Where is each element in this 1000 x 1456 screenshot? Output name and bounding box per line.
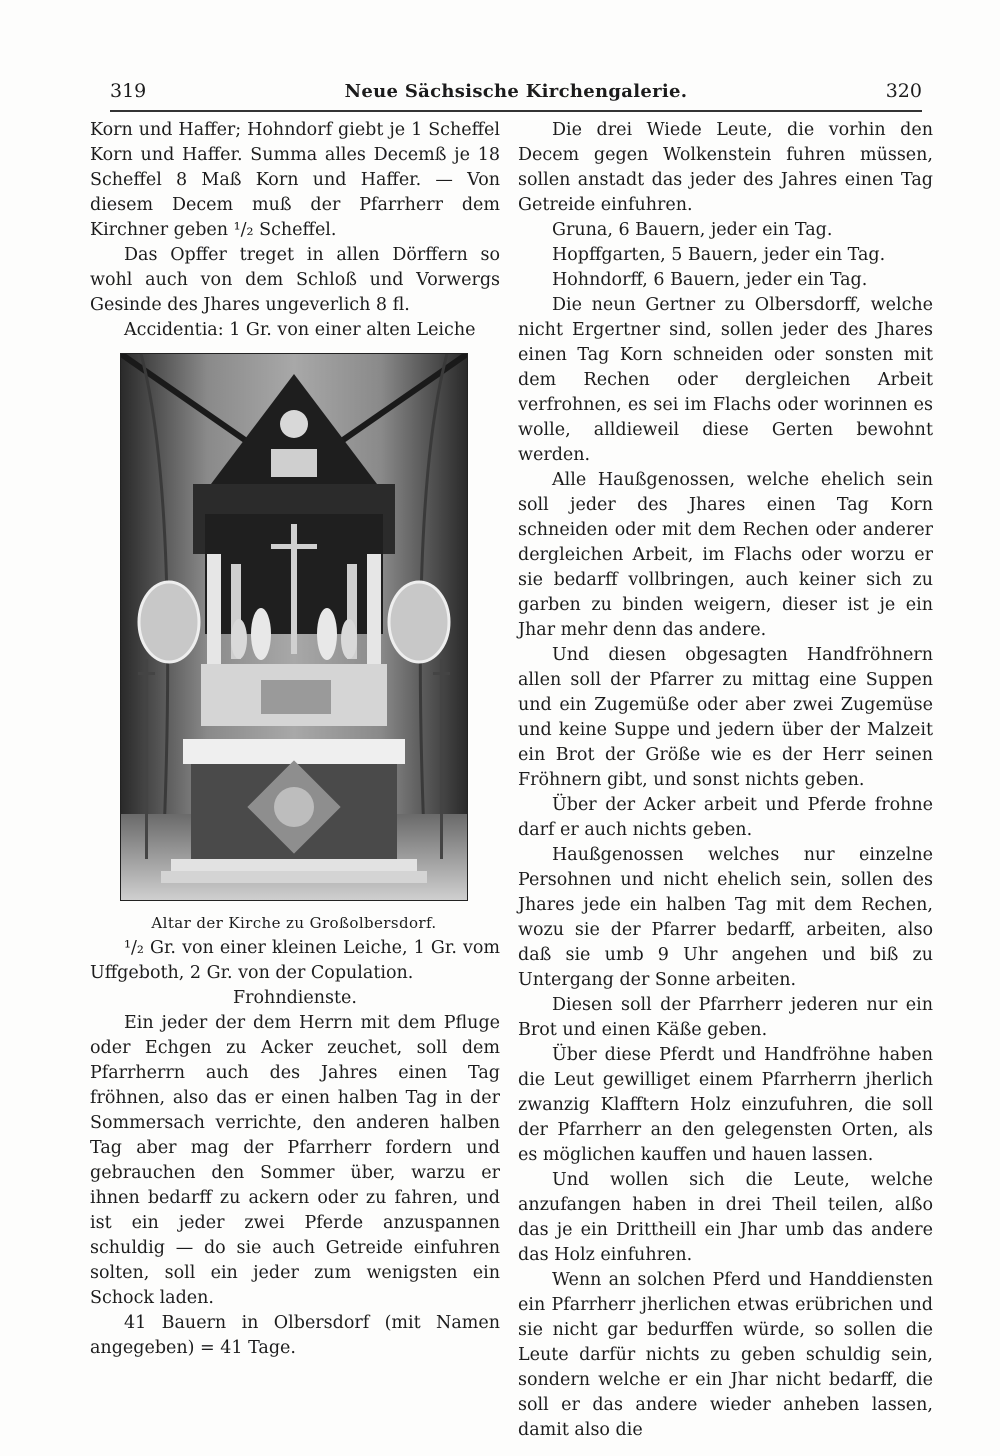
- paragraph: Gruna, 6 Bauern, jeder ein Tag.: [552, 220, 833, 240]
- altar-illustration: [121, 354, 467, 900]
- paragraph: Hohndorff, 6 Bauern, jeder ein Tag.: [552, 270, 868, 290]
- paragraph: ¹/₂ Gr. von einer kleinen Leiche, 1 Gr. vom Uffgeboth, 2 Gr. von der Copulation.: [90, 938, 500, 983]
- paragraph: Die neun Gertner zu Olbersdorff, welche nicht Ergertner sind, sollen jeder des Jhares einen Tag Korn schneiden oder sonsten mit dem Rechen oder dergleichen Arbeit verfrohnen, es sei im Flachs oder worinnen es wolle, alldieweil diese Gerten bewohnt werden.: [518, 295, 933, 465]
- page-header: [110, 76, 922, 106]
- running-title: Neue Sächsische Kirchengalerie.: [344, 80, 688, 102]
- page-number-left: 319: [110, 80, 147, 102]
- paragraph: Über diese Pferdt und Handfröhne haben die Leut gewilliget einem Pfarrherrn jherlich zwanzig Klafftern Holz einzufuhren, die soll der Pfarrherr an den gelegensten Orten, als es möglichen kauffen und hauen lassen.: [518, 1045, 933, 1165]
- paragraph: Und diesen obgesagten Handfröhnern allen soll der Pfarrer zu mittag eine Suppen und ein Zugemüße oder aber zwei Zugemüse und keine Suppe und jedern über der Malzeit ein Brot der Größe wie es der Herr seinen Fröhnern gibt, und sonst nichts geben.: [518, 645, 933, 790]
- paragraph: Das Opffer treget in allen Dörffern so wohl auch von dem Schloß und Vorwergs Gesinde des Jhares ungeverlich 8 fl.: [90, 245, 500, 315]
- paragraph: Und wollen sich die Leute, welche anzufangen haben in drei Theil teilen, alßo das je ein Drittheill ein Jhar umb das andere das Holz einfuhren.: [518, 1170, 933, 1265]
- paragraph: Korn und Haffer; Hohndorf giebt je 1 Scheffel Korn und Haffer. Summa alles Decemß je 18 Scheffel 8 Maß Korn und Haffer. — Von diesem Decem muß der Pfarrherr dem Kirchner geben ¹/₂ Scheffel.: [90, 120, 500, 240]
- paragraph: Diesen soll der Pfarrherr jederen nur ein Brot und einen Käße geben.: [518, 995, 933, 1040]
- paragraph: Hopffgarten, 5 Bauern, jeder ein Tag.: [552, 245, 886, 265]
- page-number-right: 320: [885, 80, 922, 102]
- paragraph: 41 Bauern in Olbersdorf (mit Namen angegeben) = 41 Tage.: [90, 1313, 500, 1358]
- paragraph: Wenn an solchen Pferd und Handdiensten ein Pfarrherr jherlichen etwas erübrichen und sie nicht gar bedurffen würde, so sollen die Leute darfür nichts zu geben schuldig sein, sondern welche er ein Jhar nicht bedarff, die soll er das andere wieder anheben lassen, damit also die: [518, 1270, 933, 1440]
- paragraph: Haußgenossen welches nur einzelne Persohnen und nicht ehelich sein, sollen des Jhares jede ein halben Tag mit dem Rechen, wozu sie der Pfarrer bedarff, arbeiten, also daß sie umb 9 Uhr angehen und biß zu Untergang der Sonne arbeiten.: [518, 845, 933, 990]
- paragraph: Die drei Wiede Leute, die vorhin den Decem gegen Wolkenstein fuhren müssen, sollen anstadt das jeder des Jahres einen Tag Getreide einfuhren.: [518, 120, 933, 215]
- altar-photo: [120, 353, 468, 901]
- paragraph: Alle Haußgenossen, welche ehelich sein soll jeder des Jhares einen Tag Korn schneiden oder mit dem Rechen oder anderer dergleichen Arbeit, im Flachs oder worzu er sie bedarff vollbringen, auch keiner sich zu garben zu binden weigern, dieser ist je ein Jhar mehr denn das andere.: [518, 470, 933, 640]
- paragraph: Über der Acker arbeit und Pferde frohne darf er auch nichts geben.: [518, 795, 933, 840]
- section-heading: Frohndienste.: [233, 988, 357, 1008]
- left-column: [90, 118, 500, 1361]
- figure: [120, 353, 468, 936]
- paragraph: Ein jeder der dem Herrn mit dem Pfluge oder Echgen zu Acker zeuchet, soll dem Pfarrherrn auch des Jahres einen Tag fröhnen, also das er einen halben Tag in der Sommersach verrichte, den anderen halben Tag aber mag der Pfarrherr fordern und gebrauchen den Sommer über, warzu er ihnen bedarff zu ackern oder zu fahren, und ist ein jeder zwei Pferde anzuspannen schuldig — do sie auch Getreide einfuhren solten, soll ein jeder zum wenigsten ein Schock laden.: [90, 1013, 500, 1308]
- header-rule: [110, 110, 922, 112]
- figure-caption: Altar der Kirche zu Großolbersdorf.: [151, 914, 437, 932]
- right-column: [518, 118, 933, 1443]
- paragraph: Accidentia: 1 Gr. von einer alten Leiche: [124, 320, 476, 340]
